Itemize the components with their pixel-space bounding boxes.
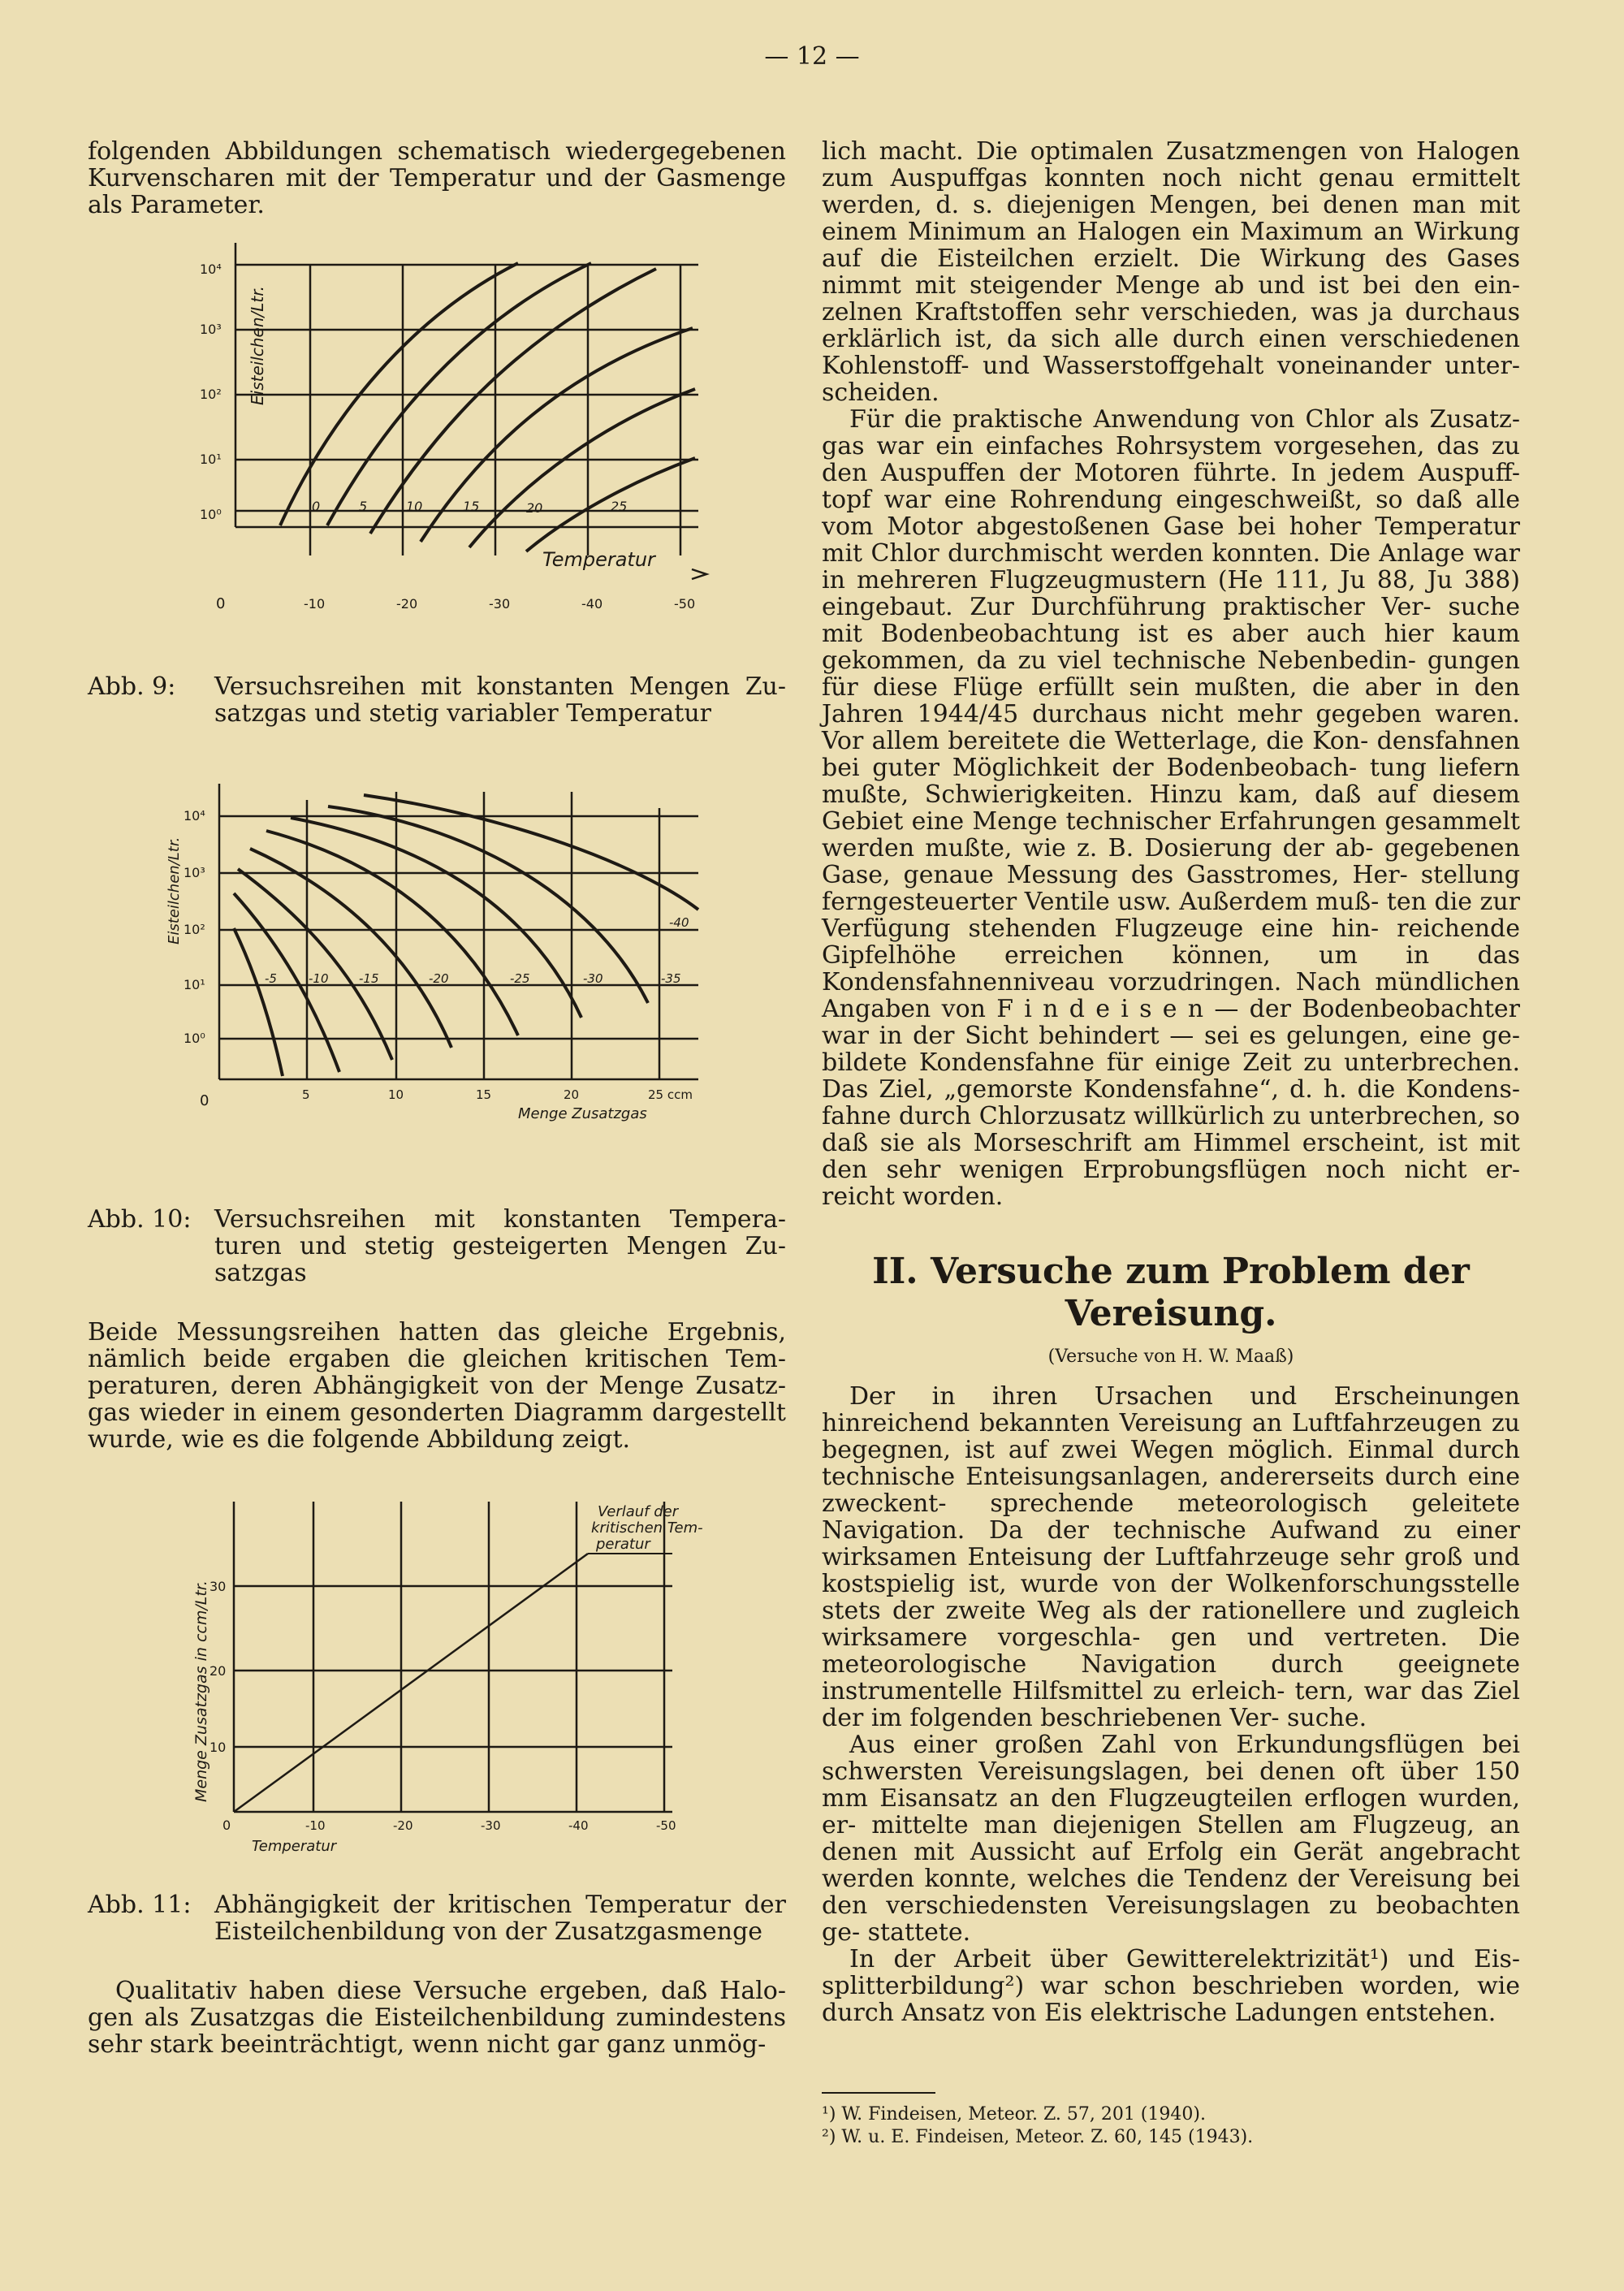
annotation-line: Verlauf der	[598, 1503, 679, 1520]
curve-label: -10	[309, 971, 329, 986]
x-tick: 20	[564, 1087, 580, 1102]
figure-10-caption: Abb. 10: Versuchsreihen mit konstanten Tempera- turen und stetig gesteigerten Mengen Zu- satzgas	[88, 1205, 786, 1287]
x-tick: 15	[476, 1087, 492, 1102]
left-column	[88, 138, 786, 2058]
curve-neg40	[364, 795, 698, 910]
y-tick: 0	[222, 1818, 231, 1833]
x-tick: -50	[674, 596, 696, 612]
curve-label: 5	[359, 499, 368, 514]
x-tick: 25 ccm	[648, 1087, 693, 1102]
y-tick: 10	[209, 1740, 227, 1755]
paragraph-continued: lich macht. Die optimalen Zusatzmengen von Halogen zum Auspuffgas konnten noch nicht genau ermittelt werden, d. s. diejenigen Mengen, bei denen man mit einem Minimum an Halogen ein Maximum an Wirkung auf die Eisteilchen erzielt. Die Wirkung des Gases nimmt mit steigender Menge ab und ist bei den ein- zelnen Kraftstoffen sehr verschieden, was ja durchaus erklärlich ist, da sich alle durch einen verschiedenen Kohlenstoff- und Wasserstoffgehalt voneinander unter- scheiden.	[822, 137, 1520, 407]
figure-11-chart	[88, 1453, 786, 1891]
y-tick: 10¹	[184, 977, 205, 992]
right-column	[822, 138, 1520, 2026]
curve-label: -20	[429, 971, 449, 986]
curve-20	[469, 389, 695, 547]
figure-9-caption: Abb. 9: Versuchsreihen mit konstanten Mengen Zu- satzgas und stetig variabler Temperatur	[88, 672, 786, 728]
page-number: — 12 —	[764, 42, 860, 71]
curve-label: -35	[661, 971, 681, 986]
section-heading: II. Versuche zum Problem der Vereisung.	[872, 1251, 1470, 1334]
y-tick: 10³	[200, 322, 222, 337]
figure-10-chart	[88, 727, 786, 1206]
paragraph-erkundung: Aus einer großen Zahl von Erkundungsflügen bei schwersten Vereisungslagen, bei denen oft über 150 mm Eisansatz an den Flugzeugteilen erflogen wurden, er- mittelte man diejenigen Stellen am Flugzeug, an denen mit Aussicht auf Erfolg ein Gerät angebracht werden konnte, welches die Tendenz der Vereisung bei den verschiedensten Vereisungslagen zu beobachten ge- stattete.	[822, 1731, 1520, 1947]
y-tick: 10²	[184, 922, 205, 937]
x-tick: -30	[481, 1818, 501, 1833]
y-axis-label: Eisteilchen/Ltr.	[166, 836, 183, 944]
curve-label: 20	[526, 500, 543, 516]
x-axis-label: Temperatur	[252, 1838, 337, 1855]
x-tick: 5	[302, 1087, 310, 1102]
y-axis-label: Eisteilchen/Ltr.	[248, 286, 267, 405]
curve-neg30	[291, 818, 581, 1018]
paragraph-chlor: Für die praktische Anwendung von Chlor als Zusatz- gas war ein einfaches Rohrsystem vorgesehen, das zu den Auspuffen der Motoren führte. In jedem Auspuff- topf war eine Rohrendung eingeschweißt, so daß alle vom Motor abgestoßenen Gase bei hoher Temperatur mit Chlor durchmischt werden konnten. Die Anlage war in mehreren Flugzeugmustern (He 111, Ju 88, Ju 388) eingebaut. Zur Durchführung praktischer Ver- suche mit Bodenbeobachtung ist es aber auch hier kaum gekommen, da zu viel technische Nebenbedin- gungen für diese Flüge erfüllt sein mußten, die aber in den Jahren 1944/45 durchaus nicht mehr gegeben waren. Vor allem bereitete die Wetterlage, die Kon- densfahnen bei guter Möglichkeit der Bodenbeobach- tung liefern mußte, Schwierigkeiten. Hinzu kam, daß auf diesem Gebiet eine Menge technischer Erfahrungen gesammelt werden mußte, wie z. B. Dosierung der ab- gegebenen Gase, genaue Messung des Gasstromes, Her- stellung ferngesteuerter Ventile usw. Außerdem muß- ten die zur Verfügung stehenden Flugzeuge eine hin- reichende Gipfelhöhe erreichen können, um in das Kondensfahnenniveau vorzudringen. Nach mündlichen Angaben von F i n d e i s e n — der Bodenbeobachter war in der Sicht behindert — sei es gelungen, eine ge- bildete Kondensfahne für einige Zeit zu unterbrechen. Das Ziel, „gemorste Kondensfahne“, d. h. die Kondens- fahne durch Chlorzusatz willkürlich zu unterbrechen, so daß sie als Morseschrift am Himmel erscheint, ist mit den sehr wenigen Erprobungsflügen noch nicht er- reicht worden.	[822, 405, 1521, 1211]
curve-label: 25	[611, 499, 628, 514]
x-tick: 0	[200, 1092, 209, 1109]
x-axis-label: Temperatur	[542, 548, 655, 571]
footnote-rule	[822, 2092, 935, 2094]
y-tick: 10⁰	[200, 507, 222, 522]
x-tick: -40	[581, 596, 603, 612]
x-tick: -10	[304, 596, 326, 612]
annotation-line: peratur	[596, 1536, 650, 1553]
curve-neg20	[250, 849, 451, 1048]
y-tick: 10⁰	[184, 1031, 205, 1046]
paragraph-vereisung: Der in ihren Ursachen und Erscheinungen hinreichend bekannten Vereisung an Luftfahrzeugen zu begegnen, ist auf zwei Wegen möglich. Einmal durch technische Enteisungsanlagen, andererseits durch eine zweckent- sprechende meteorologisch geleitete Navigation. Da der technische Aufwand zu einer wirksamen Enteisung der Luftfahrzeuge sehr groß und kostspielig ist, wurde von der Wolkenforschungsstelle stets der zweite Weg als der rationellere und zugleich wirksamere vorgeschla- gen und vertreten. Die meteorologische Navigation durch geeignete instrumentelle Hilfsmittel zu erleich- tern, war das Ziel der im folgenden beschriebenen Ver- suche.	[822, 1382, 1521, 1732]
paragraph-measurements: Beide Messungsreihen hatten das gleiche Ergebnis, nämlich beide ergaben die gleichen kritischen Tem- peraturen, deren Abhängigkeit von der Menge Zusatz- gas wieder in einem gesonderten Diagramm dargestellt wurde, wie es die folgende Abbildung zeigt.	[88, 1318, 786, 1454]
curve-label: 0	[312, 499, 321, 514]
y-tick: 10⁴	[200, 262, 222, 277]
curve-neg15	[238, 869, 392, 1060]
paragraph-gewitter: In der Arbeit über Gewitterelektrizität¹) und Eis- splitterbildung²) war schon beschrieben worden, wie durch Ansatz von Eis elektrische Ladungen entstehen.	[822, 1945, 1520, 2027]
curve-label: -15	[359, 971, 379, 986]
curve-label: -30	[583, 971, 603, 986]
x-tick: -30	[489, 596, 511, 612]
x-tick: -50	[656, 1818, 676, 1833]
footnotes	[822, 2103, 1520, 2149]
y-tick: 10¹	[200, 452, 222, 467]
curve-label: 10	[406, 499, 423, 514]
curve-label: -25	[510, 971, 530, 986]
y-tick: 30	[209, 1579, 227, 1594]
x-tick: -20	[393, 1818, 413, 1833]
x-tick: 10	[388, 1087, 404, 1102]
y-tick: 10³	[184, 865, 205, 880]
x-tick: -10	[305, 1818, 326, 1833]
y-tick: 10⁴	[184, 808, 205, 823]
annotation-line: kritischen Tem-	[591, 1519, 703, 1537]
footnote-1: ¹) W. Findeisen, Meteor. Z. 57, 201 (1940).	[822, 2104, 1206, 2125]
critical-temperature-line	[234, 1554, 588, 1812]
x-tick: -20	[396, 596, 418, 612]
intro-paragraph: folgenden Abbildungen schematisch wiedergegebenen Kurvenscharen mit der Temperatur und der Gasmenge als Parameter.	[88, 137, 786, 219]
curve-label: 15	[463, 499, 480, 514]
paragraph-qualitative: Qualitativ haben diese Versuche ergeben, daß Halo- gen als Zusatzgas die Eisteilchenbildung zumindestens sehr stark beeinträchtigt, wenn nicht gar ganz unmög-	[88, 1977, 786, 2059]
x-tick: -40	[568, 1818, 589, 1833]
curve-label: -5	[265, 971, 277, 986]
x-tick: 0	[216, 595, 226, 612]
y-tick: 20	[209, 1663, 227, 1679]
y-axis-label: Menge Zusatzgas in ccm/Ltr.	[192, 1580, 210, 1802]
footnote-2: ²) W. u. E. Findeisen, Meteor. Z. 60, 145 (1943).	[822, 2127, 1254, 2147]
figure-9-chart	[88, 218, 786, 673]
curve-neg5	[234, 928, 283, 1076]
section-subheading: (Versuche von H. W. Maaß)	[1047, 1347, 1294, 1367]
curve-label: -40	[669, 915, 689, 930]
figure-11-caption: Abb. 11: Abhängigkeit der kritischen Temperatur der Eisteilchenbildung von der Zusatzgasmenge	[88, 1891, 786, 1946]
x-axis-label: Menge Zusatzgas	[518, 1105, 647, 1122]
curve-15	[421, 328, 693, 542]
y-tick: 10²	[200, 387, 222, 402]
curve-neg25	[266, 831, 518, 1035]
